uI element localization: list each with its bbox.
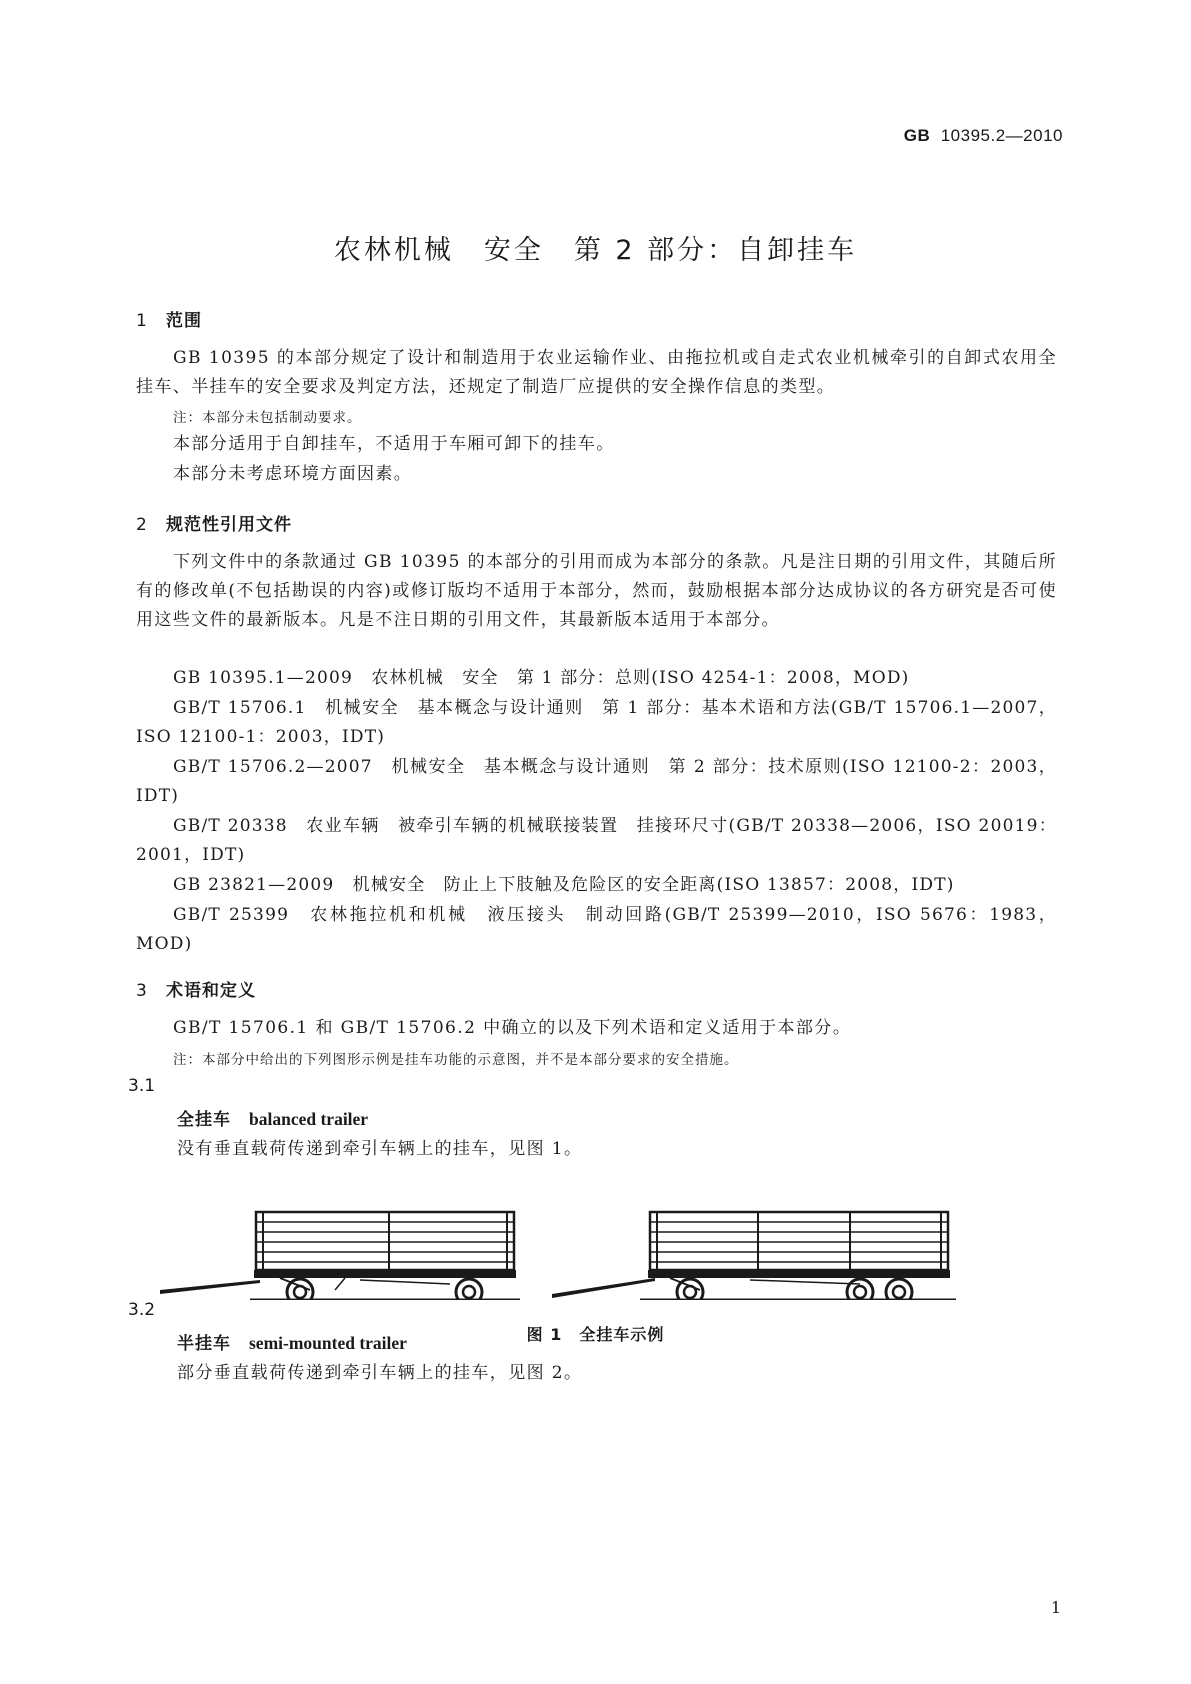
section-3-paragraph: GB/T 15706.1 和 GB/T 15706.2 中确立的以及下列术语和定义适用于本部分。 — [173, 1018, 852, 1038]
reference-item: GB/T 20338 农业车辆 被牵引车辆的机械联接装置 挂接环尺寸(GB/T 20338—2006，ISO 20019：2001，IDT) — [136, 816, 1057, 865]
section-1-environment: 本部分未考虑环境方面因素。 — [173, 464, 413, 484]
section-1-heading: 1 范围 — [136, 311, 202, 331]
term-balanced-trailer: 全挂车 balanced trailer — [177, 1109, 369, 1130]
clause-3-2-number: 3.2 — [128, 1300, 156, 1320]
reference-item: GB/T 25399 农林拖拉机和机械 液压接头 制动回路(GB/T 25399—2010，ISO 5676：1983，MOD) — [136, 905, 1057, 954]
figure-1-trailers — [160, 1210, 1040, 1300]
section-1-paragraph: GB 10395 的本部分规定了设计和制造用于农业运输作业、由拖拉机或自走式农业机械牵引的自卸式农用全挂车、半挂车的安全要求及判定方法，还规定了制造厂应提供的安全操作信息的类型。 — [136, 348, 1057, 397]
reference-item: GB/T 15706.2—2007 机械安全 基本概念与设计通则 第 2 部分：技术原则(ISO 12100-2：2003，IDT) — [136, 757, 1057, 806]
section-3-heading: 3 术语和定义 — [136, 981, 256, 1001]
page-number: 1 — [1050, 1598, 1061, 1617]
standard-number: 10395.2—2010 — [940, 126, 1063, 145]
section-1-applicability: 本部分适用于自卸挂车，不适用于车厢可卸下的挂车。 — [173, 434, 615, 454]
section-1-note: 注：本部分未包括制动要求。 — [173, 410, 362, 426]
standard-code — [904, 126, 1063, 146]
section-2-paragraph: 下列文件中的条款通过 GB 10395 的本部分的引用而成为本部分的条款。凡是注日期的引用文件，其随后所有的修改单(不包括勘误的内容)或修订版均不适用于本部分，然而，鼓励根据本部分达成协议的各方研究是否可使用这些文件的最新版本。凡是不注日期的引用文件，其最新版本适用于本部分。 — [136, 552, 1057, 630]
clause-3-1-number: 3.1 — [128, 1076, 156, 1096]
reference-item: GB 23821—2009 机械安全 防止上下肢触及危险区的安全距离(ISO 13857：2008，IDT) — [173, 875, 955, 895]
term-3-1-definition: 没有垂直载荷传递到牵引车辆上的挂车，见图 1。 — [177, 1139, 583, 1159]
reference-item: GB 10395.1—2009 农林机械 安全 第 1 部分：总则(ISO 4254-1：2008，MOD) — [173, 668, 910, 688]
three-axle-trailer-drawing — [552, 1212, 956, 1300]
section-3-note: 注：本部分中给出的下列图形示例是挂车功能的示意图，并不是本部分要求的安全措施。 — [173, 1052, 739, 1068]
section-2-heading: 2 规范性引用文件 — [136, 515, 292, 535]
standard-prefix: GB — [903, 126, 931, 145]
two-axle-trailer-drawing — [160, 1212, 520, 1300]
document-title: 农林机械 安全 第 2 部分：自卸挂车 — [333, 235, 858, 266]
reference-item: GB/T 15706.1 机械安全 基本概念与设计通则 第 1 部分：基本术语和方法(GB/T 15706.1—2007，ISO 12100-1：2003，IDT) — [136, 698, 1057, 747]
figure-1-caption: 图 1 全挂车示例 — [526, 1325, 665, 1344]
term-3-2-definition: 部分垂直载荷传递到牵引车辆上的挂车，见图 2。 — [177, 1363, 583, 1383]
term-semi-mounted-trailer: 半挂车 semi-mounted trailer — [177, 1333, 407, 1354]
